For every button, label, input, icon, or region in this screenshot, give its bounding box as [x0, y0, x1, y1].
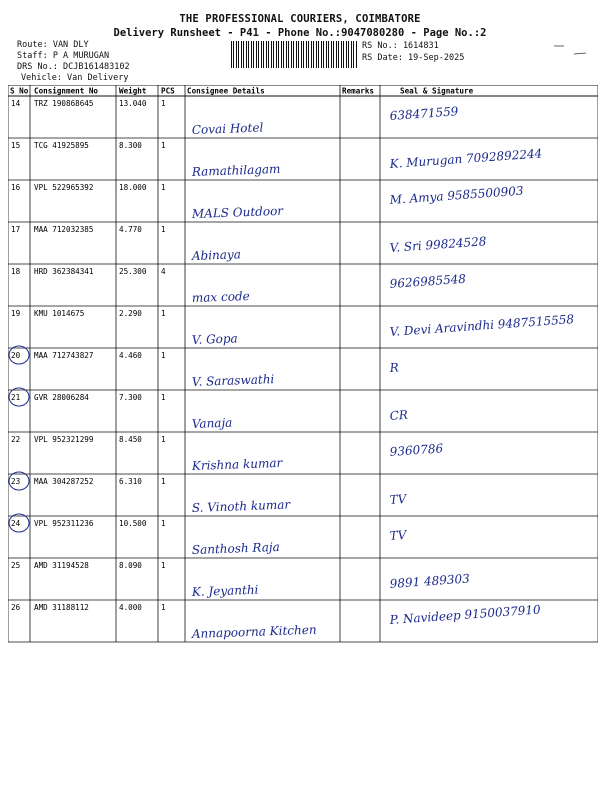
row-sno: 16	[11, 183, 21, 192]
row-consignment-no: TCG 41925895	[34, 141, 89, 150]
row-weight: 13.040	[119, 99, 147, 108]
row-signature: 9360786	[389, 441, 444, 459]
row-consignee: Covai Hotel	[191, 120, 264, 137]
row-signature: TV	[389, 527, 407, 543]
barcode-icon	[231, 41, 358, 68]
column-header: PCS	[161, 86, 175, 96]
row-sno: 23	[11, 477, 21, 486]
row-consignment-no: MAA 712743827	[34, 351, 94, 360]
row-pcs: 1	[161, 519, 166, 528]
row-signature: P. Navideep 9150037910	[389, 602, 542, 627]
row-consignment-no: AMD 31188112	[34, 603, 89, 612]
row-pcs: 1	[161, 351, 166, 360]
row-sno: 24	[11, 519, 21, 528]
row-pcs: 1	[161, 435, 166, 444]
row-signature: V. Devi Aravindhi 9487515558	[389, 312, 575, 339]
row-sno: 15	[11, 141, 21, 150]
row-weight: 4.460	[119, 351, 142, 360]
drs-number: DRS No.: DCJB161483102	[17, 62, 130, 72]
row-sno: 19	[11, 309, 21, 318]
row-consignment-no: GVR 28006284	[34, 393, 89, 402]
row-pcs: 1	[161, 99, 166, 108]
row-pcs: 1	[161, 561, 166, 570]
row-consignee: Santhosh Raja	[191, 539, 280, 557]
row-weight: 25.300	[119, 267, 147, 276]
row-pcs: 1	[161, 477, 166, 486]
row-pcs: 1	[161, 393, 166, 402]
row-consignee: V. Saraswathi	[191, 372, 275, 389]
row-signature: V. Sri 99824528	[389, 234, 487, 255]
rs-number: RS No.: 1614831	[362, 41, 439, 51]
row-weight: 2.290	[119, 309, 142, 318]
route-label: Route: VAN DLY	[17, 40, 89, 50]
staff-label: Staff: P A MURUGAN	[17, 51, 110, 61]
row-sno: 25	[11, 561, 21, 570]
row-signature: TV	[389, 491, 407, 507]
row-consignment-no: MAA 712032385	[34, 225, 94, 234]
row-weight: 4.770	[119, 225, 142, 234]
row-pcs: 1	[161, 603, 166, 612]
row-consignee: S. Vinoth kumar	[191, 497, 291, 515]
row-consignee: Krishna kumar	[191, 455, 283, 473]
row-consignment-no: AMD 31194528	[34, 561, 89, 570]
document-subtitle: Delivery Runsheet - P41 - Phone No.:9047080280 - Page No.:2	[113, 27, 487, 39]
column-header: S No	[10, 86, 29, 96]
row-weight: 6.310	[119, 477, 142, 486]
row-consignment-no: KMU 1014675	[34, 309, 85, 318]
row-signature: 9626985548	[389, 271, 467, 291]
row-signature: 9891 489303	[389, 571, 471, 591]
document-title: THE PROFESSIONAL COURIERS, COIMBATORE	[179, 13, 421, 25]
row-pcs: 1	[161, 309, 166, 318]
row-consignment-no: TRZ 190868645	[34, 99, 94, 108]
column-header: Remarks	[342, 86, 375, 96]
column-header: Seal & Signature	[400, 86, 474, 96]
rs-date: RS Date: 19-Sep-2025	[362, 53, 465, 63]
column-header: Consignment No	[34, 86, 99, 96]
row-consignee: Ramathilagam	[191, 161, 281, 179]
row-sno: 20	[11, 351, 21, 360]
row-consignee: max code	[191, 288, 250, 305]
row-weight: 8.090	[119, 561, 142, 570]
row-weight: 4.000	[119, 603, 142, 612]
row-weight: 18.000	[119, 183, 147, 192]
row-consignee: MALS Outdoor	[191, 203, 284, 221]
row-consignee: Abinaya	[191, 247, 242, 263]
row-signature: 638471559	[389, 104, 459, 123]
row-signature: K. Murugan 7092892244	[389, 146, 543, 171]
row-signature: M. Amya 9585500903	[389, 183, 524, 207]
row-consignment-no: HRD 362384341	[34, 267, 94, 276]
row-sno: 14	[11, 99, 21, 108]
row-sno: 22	[11, 435, 21, 444]
row-pcs: 4	[161, 267, 166, 276]
pen-mark-icon	[550, 40, 590, 60]
row-consignment-no: VPL 522965392	[34, 183, 94, 192]
runsheet-table	[8, 85, 598, 645]
column-header: Weight	[119, 86, 147, 96]
row-sno: 21	[11, 393, 21, 402]
row-signature: R	[389, 360, 400, 375]
row-weight: 7.300	[119, 393, 142, 402]
row-sno: 17	[11, 225, 21, 234]
row-pcs: 1	[161, 183, 166, 192]
row-consignee: K. Jeyanthi	[191, 582, 259, 599]
row-consignee: Vanaja	[191, 415, 233, 431]
row-sno: 18	[11, 267, 21, 276]
row-sno: 26	[11, 603, 21, 612]
row-consignment-no: MAA 304287252	[34, 477, 94, 486]
row-consignee: Annapoorna Kitchen	[191, 622, 317, 641]
row-weight: 8.450	[119, 435, 142, 444]
vehicle-label: Vehicle: Van Delivery	[21, 73, 129, 83]
row-pcs: 1	[161, 225, 166, 234]
column-header: Consignee Details	[187, 86, 265, 96]
row-consignment-no: VPL 952311236	[34, 519, 94, 528]
row-pcs: 1	[161, 141, 166, 150]
row-consignee: V. Gopa	[191, 331, 238, 347]
row-weight: 8.300	[119, 141, 142, 150]
row-consignment-no: VPL 952321299	[34, 435, 94, 444]
row-signature: CR	[389, 407, 409, 423]
row-weight: 10.500	[119, 519, 147, 528]
